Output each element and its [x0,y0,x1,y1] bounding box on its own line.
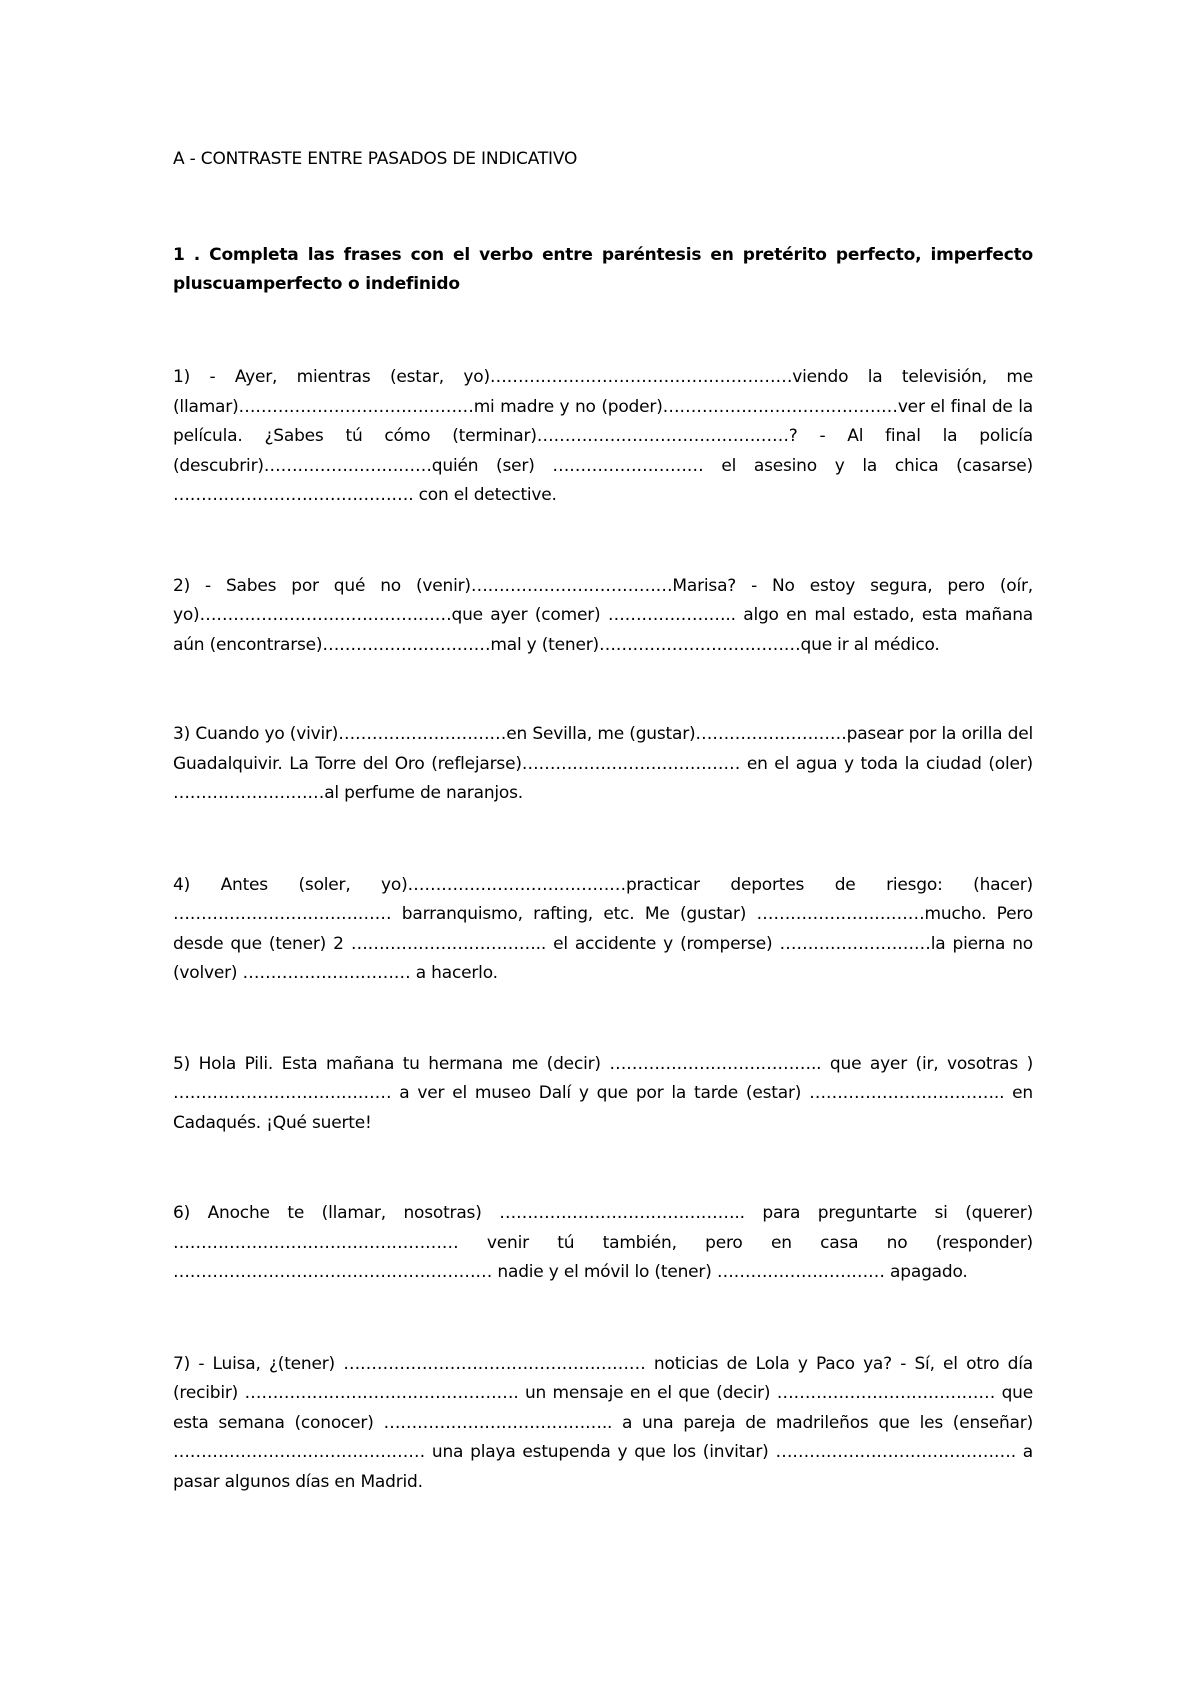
exercise-item-1: 1) - Ayer, mientras (estar, yo)………………………………………………viendo la televisión, me (llamar)……………………………………mi madre y no (poder)……………………………………ver el final de la película. ¿Sabes tú cómo (terminar)………………………………………? - Al final la policía (descubrir)…………………………quién (ser) ……………………… el asesino y la chica (casarse) ……………………………………. con el detective. [173,367,1033,505]
exercise-item-7: 7) - Luisa, ¿(tener) ……………………………………………… noticias de Lola y Paco ya? - Sí, el otro día (recibir) …………………………………………. un mensaje en el que (decir) ………………………………… que esta semana (conocer) ………………………………….. a una pareja de madrileños que les (enseñar) ……………………………………… una playa estupenda y que los (invitar) ……………………………………. a pasar algunos días en Madrid. [173,1353,1033,1492]
exercise-item-4: 4) Antes (soler, yo)…………………………………practicar deportes de riesgo: (hacer) ………………………………… barranquismo, rafting, etc. Me (gustar) …………………………mucho. Pero desde que (tener) 2 …………………………….. el accidente y (romperse) ………………………la pierna no (volver) ………………………… a hacerlo. [173,874,1033,983]
exercise-item-6: 6) Anoche te (llamar, nosotras) …………………………………….. para preguntarte si (querer) …………………………………………… venir tú también, pero en casa no (responder) ………………………………………………… nadie y el móvil lo (tener) ………………………… apagado. [173,1203,1033,1282]
worksheet-page [173,130,1033,1497]
exercise-instruction: 1 . Completa las frases con el verbo entre paréntesis en pretérito perfecto, imperfecto pluscuamperfecto o indefinido [173,245,1033,294]
exercise-item-5: 5) Hola Pili. Esta mañana tu hermana me (decir) ……………………………….. que ayer (ir, vosotras ) ………………………………… a ver el museo Dalí y que por la tarde (estar) …………………………….. en Cadaqués. ¡Qué suerte! [173,1053,1033,1133]
worksheet-title: A - CONTRASTE ENTRE PASADOS DE INDICATIVO [173,149,578,169]
exercise-item-2: 2) - Sabes por qué no (venir)………………………………Marisa? - No estoy segura, pero (oír, yo)………………………………………que ayer (comer) ………………….. algo en mal estado, esta mañana aún (encontrarse)…………………………mal y (tener)………………………………que ir al médico. [173,575,1033,655]
exercise-item-3: 3) Cuando yo (vivir)…………………………en Sevilla, me (gustar)………………………pasear por la orilla del Guadalquivir. La Torre del Oro (reflejarse)………………………………… en el agua y toda la ciudad (oler) ………………………al perfume de naranjos. [173,724,1033,803]
